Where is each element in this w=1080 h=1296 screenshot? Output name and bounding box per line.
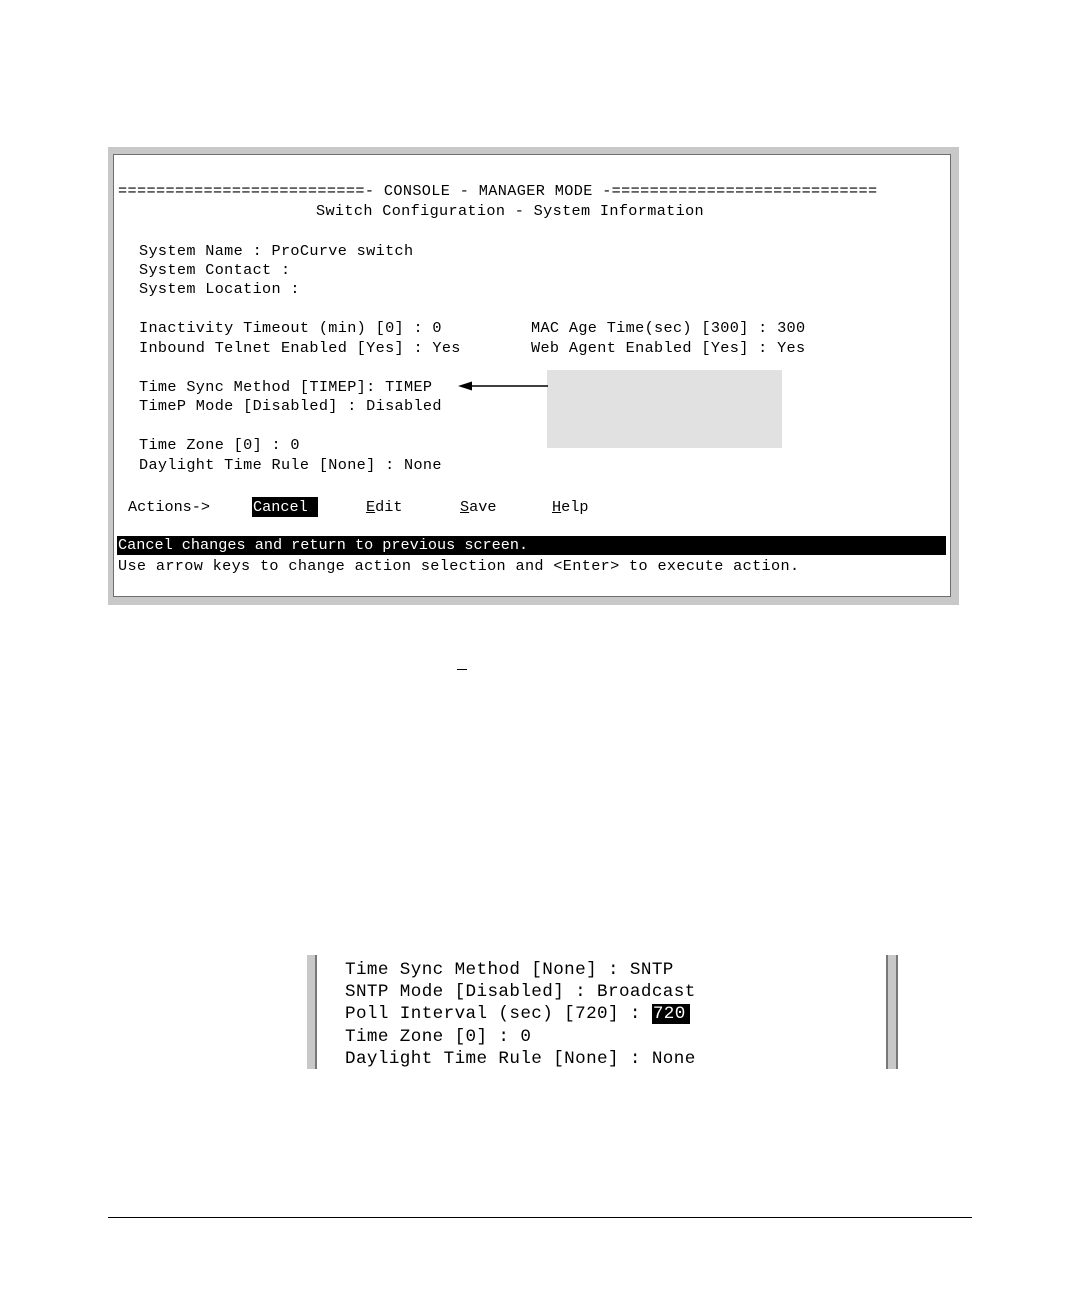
system-contact-field[interactable]: System Contact : — [139, 261, 291, 279]
help-label: elp — [561, 498, 589, 516]
screen-title: Switch Configuration - System Information — [316, 202, 705, 220]
callout-box — [547, 370, 782, 448]
help-hotkey: H — [552, 498, 562, 516]
daylight-time-rule-field[interactable]: Daylight Time Rule [None] : None — [139, 456, 442, 474]
fragment-daylight-field[interactable]: Daylight Time Rule [None] : None — [345, 1049, 696, 1069]
edit-hotkey: E — [366, 498, 376, 516]
status-message: Cancel changes and return to previous screen. — [117, 536, 946, 555]
sntp-mode-field[interactable]: SNTP Mode [Disabled] : Broadcast — [345, 982, 696, 1002]
web-agent-field[interactable]: Web Agent Enabled [Yes] : Yes — [531, 339, 806, 357]
console-banner: ==========================- CONSOLE - MANAGER MODE -============================ — [118, 182, 878, 200]
inbound-telnet-field[interactable]: Inbound Telnet Enabled [Yes] : Yes — [139, 339, 461, 357]
callout-arrow-icon — [455, 378, 550, 394]
footer-rule — [108, 1217, 972, 1218]
cancel-action[interactable]: Cancel — [252, 497, 318, 517]
system-location-field[interactable]: System Location : — [139, 280, 300, 298]
fragment-left-border — [307, 955, 317, 1069]
edit-action[interactable] — [366, 497, 402, 517]
fragment-time-zone-field[interactable]: Time Zone [0] : 0 — [345, 1027, 532, 1047]
help-action[interactable] — [552, 497, 588, 517]
actions-bar — [128, 497, 589, 517]
poll-interval-field[interactable] — [345, 1003, 690, 1025]
save-action[interactable] — [460, 497, 496, 517]
system-name-field[interactable]: System Name : ProCurve switch — [139, 242, 414, 260]
inactivity-timeout-field[interactable]: Inactivity Timeout (min) [0] : 0 — [139, 319, 442, 337]
cursor-mark — [457, 669, 467, 670]
time-zone-field[interactable]: Time Zone [0] : 0 — [139, 436, 300, 454]
poll-interval-value[interactable]: 720 — [652, 1004, 690, 1024]
save-hotkey: S — [460, 498, 470, 516]
timep-mode-field[interactable]: TimeP Mode [Disabled] : Disabled — [139, 397, 442, 415]
mac-age-time-field[interactable]: MAC Age Time(sec) [300] : 300 — [531, 319, 806, 337]
time-sync-method-field[interactable]: Time Sync Method [TIMEP]: TIMEP — [139, 378, 433, 396]
actions-label: Actions-> — [128, 498, 211, 516]
sntp-time-sync-field[interactable]: Time Sync Method [None] : SNTP — [345, 960, 674, 980]
edit-label: dit — [375, 498, 403, 516]
help-hint: Use arrow keys to change action selection and <Enter> to execute action. — [118, 557, 800, 575]
fragment-right-border — [886, 955, 898, 1069]
poll-interval-label: Poll Interval (sec) [720] : — [345, 1004, 652, 1024]
save-label: ave — [469, 498, 497, 516]
